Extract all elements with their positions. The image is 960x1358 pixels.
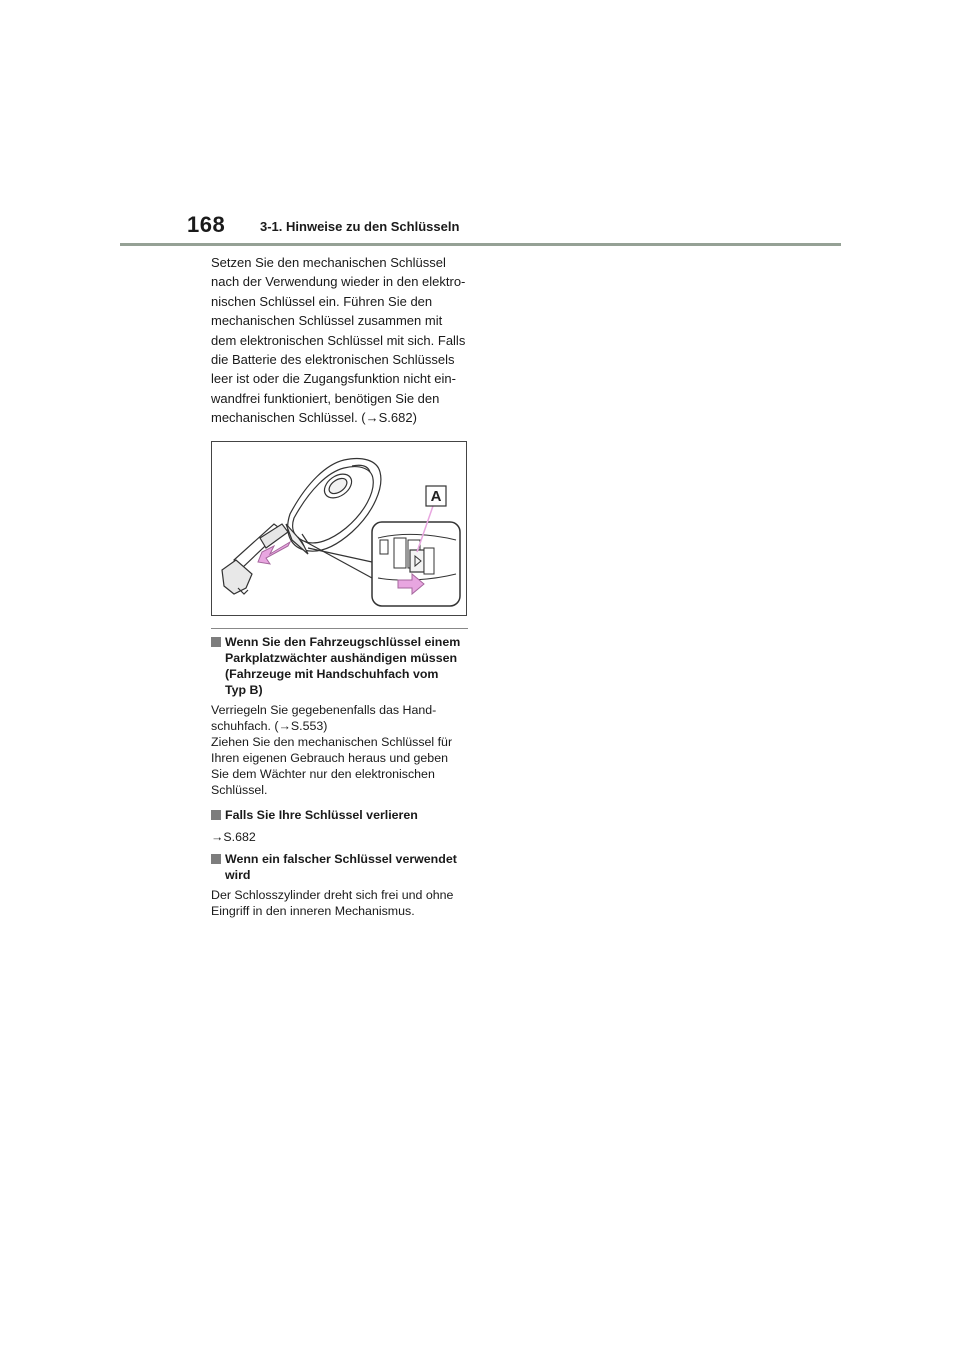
heading-line: Wenn Sie den Fahrzeugschlüssel einem — [225, 635, 461, 649]
wrong-key-body — [211, 887, 473, 919]
valet-body — [211, 702, 473, 798]
heading-line: Typ B) — [225, 683, 263, 697]
page-number: 168 — [187, 212, 226, 237]
heading-line: Wenn ein falscher Schlüssel verwendet — [225, 852, 457, 866]
bullet-square-icon — [211, 810, 221, 820]
heading-line: Parkplatzwächter aushändigen müssen — [225, 651, 458, 665]
callout-label: A — [430, 488, 442, 505]
body-line: Sie dem Wächter nur den elektronischen — [211, 767, 435, 781]
bullet-square-icon — [211, 854, 221, 864]
body-line: schuhfach. (→S.553) — [211, 719, 328, 733]
intro-line: wandfrei funktioniert, benötigen Sie den — [211, 390, 440, 406]
wrong-key-section — [211, 851, 473, 919]
intro-paragraph — [211, 253, 473, 428]
intro-line: Setzen Sie den mechanischen Schlüssel — [211, 255, 446, 270]
mechanical-key-illustration — [222, 524, 288, 594]
key-figure-drawing — [212, 442, 466, 615]
key-figure — [211, 441, 467, 616]
valet-heading — [211, 634, 473, 698]
wrong-key-heading — [211, 851, 473, 883]
heading-line: (Fahrzeuge mit Handschuhfach vom — [225, 667, 439, 681]
body-line: →S.682 — [211, 830, 256, 844]
body-line: Der Schlosszylinder dreht sich frei und ohne — [211, 888, 454, 902]
section-divider — [211, 628, 468, 629]
body-line: Eingriff in den inneren Mechanismus. — [211, 904, 415, 918]
valet-section — [211, 634, 473, 798]
body-line: Ziehen Sie den mechanischen Schlüssel für — [211, 735, 453, 749]
intro-line: mechanischen Schlüssel. (→S.682) — [211, 410, 417, 426]
lost-keys-heading — [211, 807, 473, 823]
header-rule — [120, 243, 841, 246]
lost-keys-section — [211, 807, 473, 845]
bullet-square-icon — [211, 637, 221, 647]
body-line: Ihren eigenen Gebrauch heraus und geben — [211, 751, 448, 765]
body-line: Schlüssel. — [211, 783, 268, 797]
body-line: Verriegeln Sie gegebenenfalls das Hand- — [211, 703, 437, 717]
smart-key-illustration — [286, 459, 381, 555]
intro-line: mechanischen Schlüssel zusammen mit — [211, 313, 443, 329]
intro-line: nischen Schlüssel ein. Führen Sie den — [211, 293, 433, 309]
intro-line: die Batterie des elektronischen Schlüssels — [211, 352, 455, 368]
intro-line: dem elektronischen Schlüssel mit sich. Falls — [211, 332, 466, 348]
lost-keys-body — [211, 829, 473, 845]
intro-line: leer ist oder die Zugangsfunktion nicht ein- — [211, 371, 456, 387]
zoom-connector-lines — [306, 542, 372, 578]
section-title: 3-1. Hinweise zu den Schlüsseln — [260, 219, 460, 234]
intro-line: nach der Verwendung wieder in den elektro- — [211, 274, 466, 290]
zoom-inset — [372, 522, 460, 606]
heading-line: Falls Sie Ihre Schlüssel verlieren — [225, 808, 418, 822]
heading-line: wird — [225, 868, 251, 882]
